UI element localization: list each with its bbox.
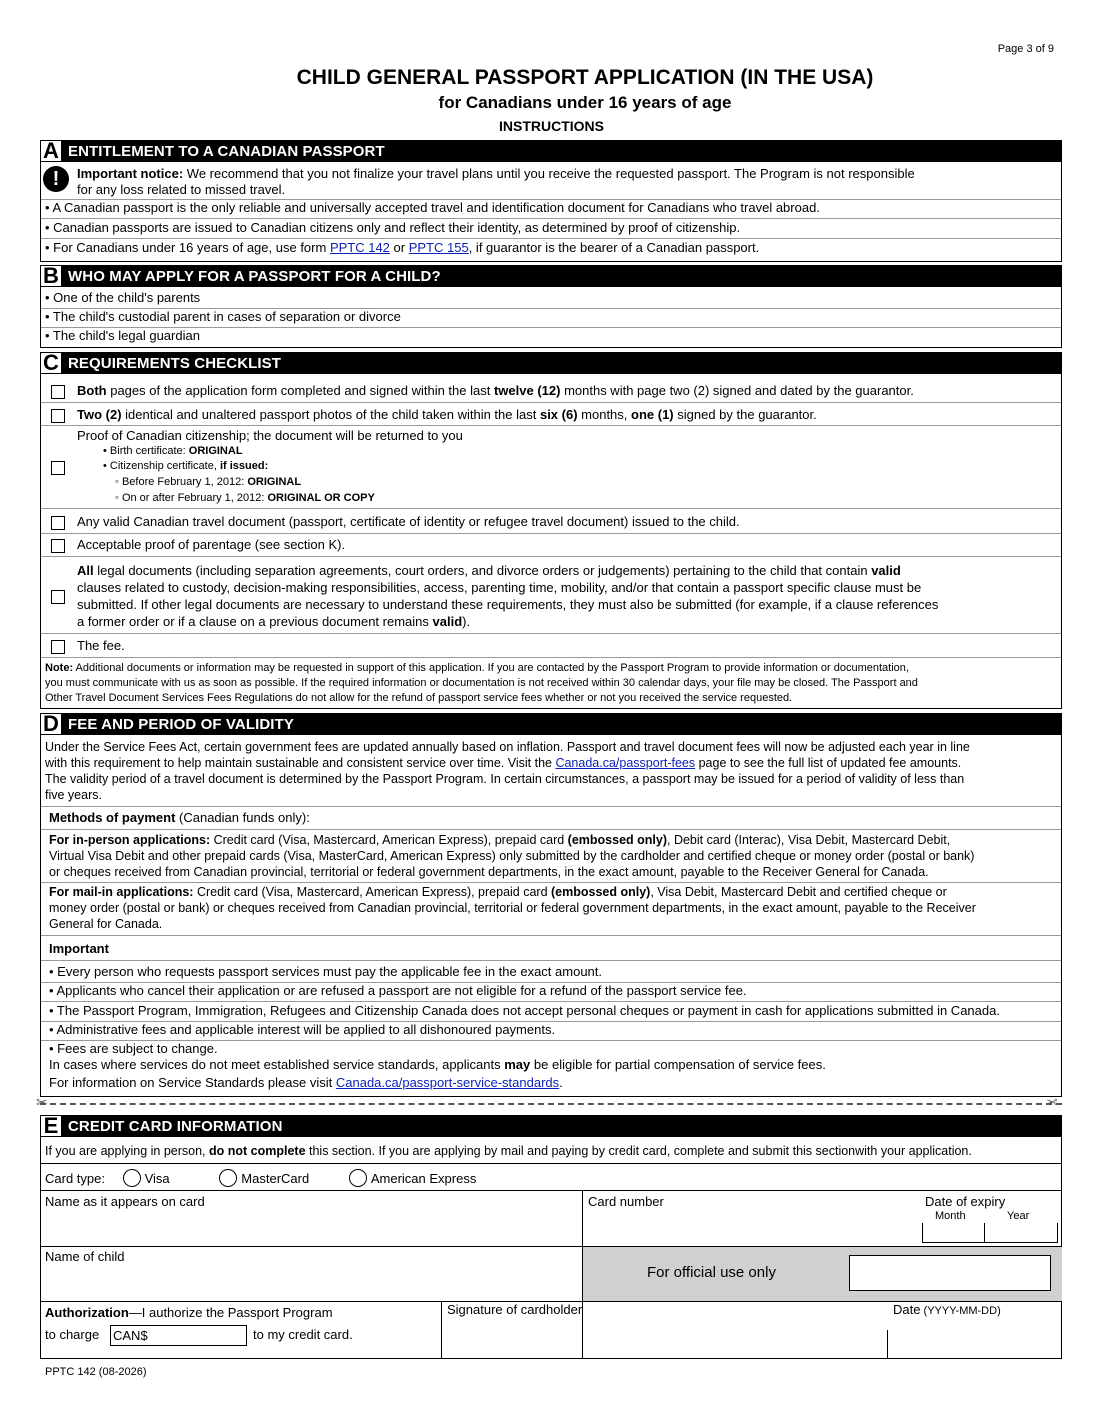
check-item-3-sub4: ◦ On or after February 1, 2012: ORIGINAL OR COPY: [115, 492, 375, 504]
section-e-body: [40, 1137, 1062, 1359]
in-person-line2: Virtual Visa Debit and other prepaid cards (Visa, MasterCard, American Express) only submitted by the cardholder and certified cheque or money order (postal or bank): [49, 849, 975, 863]
note-line3: Other Travel Document Services Fees Regulations do not allow for the refund of passport service fees whether or not you received the service requested.: [45, 692, 793, 704]
check-item-3-sub3: ◦ Before February 1, 2012: ORIGINAL: [115, 476, 302, 488]
passport-fees-link[interactable]: Canada.ca/passport-fees: [555, 756, 696, 770]
date-field[interactable]: [887, 1330, 1062, 1358]
charge-prefix: to charge: [45, 1327, 100, 1342]
check-item-6-line2: clauses related to custody, decision-making responsibilities, access, parenting time, mobility, and/or that contain a passport specific clause must be: [77, 580, 922, 595]
important-heading: Important: [49, 941, 109, 956]
name-on-card-field[interactable]: [41, 1191, 582, 1246]
mail-in-line3: General for Canada.: [49, 917, 163, 931]
cut-line: [40, 1103, 1062, 1105]
bullet-a2: • Canadian passports are issued to Canadian citizens only and reflect their identity, as determined by proof of citizenship.: [45, 220, 741, 235]
section-title: ENTITLEMENT TO A CANADIAN PASSPORT: [68, 142, 385, 160]
scissors-left-icon: ✂: [36, 1094, 48, 1110]
pptc-142-link[interactable]: PPTC 142: [329, 240, 390, 255]
page-number: Page 3 of 9: [997, 43, 1054, 55]
service-standards-info: For information on Service Standards please visit Canada.ca/passport-service-standards.: [49, 1075, 563, 1090]
date-label: Date (YYYY-MM-DD): [893, 1302, 1001, 1317]
section-letter: A: [40, 140, 62, 162]
amex-label: American Express: [370, 1171, 477, 1186]
authorization-text: Authorization—I authorize the Passport Program: [45, 1305, 333, 1320]
bullet-a3: • For Canadians under 16 years of age, use form PPTC 142 or PPTC 155, if guarantor is the bearer of a Canadian passport.: [45, 240, 760, 255]
section-title: REQUIREMENTS CHECKLIST: [68, 354, 282, 372]
methods-of-payment: Methods of payment (Canadian funds only):: [49, 810, 310, 825]
important-bullet3: • The Passport Program, Immigration, Refugees and Citizenship Canada does not accept personal cheques or payment in cash for applications submitted in Canada.: [49, 1003, 1000, 1018]
section-d-header: [40, 713, 1062, 735]
card-type-label: Card type:: [45, 1171, 105, 1186]
important-bullet4: • Administrative fees and applicable interest will be applied to all dishonoured payments.: [49, 1022, 556, 1037]
check-item-1: Both pages of the application form completed and signed within the last twelve (12) months with page two (2) signed and dated by the guarantor.: [77, 383, 914, 398]
fee-para-line4: five years.: [45, 788, 102, 802]
section-title: FEE AND PERIOD OF VALIDITY: [68, 715, 294, 733]
check-item-6-line4: a former order or if a clause on a previous document remains valid).: [77, 614, 471, 629]
charge-amount-field[interactable]: CAN$: [110, 1325, 247, 1346]
expiry-month-label: Month: [935, 1210, 966, 1222]
section-a-header: [40, 140, 1062, 162]
scissors-right-icon: ✂: [1046, 1094, 1058, 1110]
section-letter: E: [40, 1115, 62, 1137]
official-use-area: [582, 1247, 1062, 1301]
section-letter: C: [40, 352, 62, 374]
radio-visa[interactable]: [123, 1169, 141, 1187]
check-item-4: Any valid Canadian travel document (passport, certificate of identity or refugee travel document) issued to the child.: [77, 514, 740, 529]
expiry-month-field[interactable]: [922, 1223, 984, 1243]
section-title: WHO MAY APPLY FOR A PASSPORT FOR A CHILD?: [68, 267, 441, 285]
in-person-line1: For in-person applications: Credit card (Visa, Mastercard, American Express), prepaid card (embossed only), Debit card (Interac), Visa Debit, Mastercard Debit,: [49, 833, 951, 847]
name-of-child-label: Name of child: [45, 1249, 125, 1264]
form-number: PPTC 142 (08-2026): [45, 1366, 147, 1378]
checkbox-photos[interactable]: [51, 409, 65, 423]
charge-suffix: to my credit card.: [253, 1327, 353, 1342]
section-e-header: [40, 1115, 1062, 1137]
signature-label: Signature of cardholder: [447, 1302, 583, 1317]
exclamation-icon: !: [43, 166, 69, 192]
checkbox-both-pages[interactable]: [51, 385, 65, 399]
instructions-heading: INSTRUCTIONS: [499, 118, 604, 134]
official-use-field: [849, 1255, 1051, 1291]
checkbox-fee[interactable]: [51, 640, 65, 654]
official-use-label: For official use only: [647, 1264, 776, 1281]
credit-card-intro: If you are applying in person, do not complete this section. If you are applying by mail and paying by credit card, complete and submit this sectionwith your application.: [45, 1144, 972, 1158]
bullet-b1: • One of the child's parents: [45, 290, 201, 305]
checkbox-legal-documents[interactable]: [51, 590, 65, 604]
section-letter: D: [40, 713, 62, 735]
check-item-3-sub2: • Citizenship certificate, if issued:: [103, 460, 269, 472]
note-line1: Note: Additional documents or information may be requested in support of this application. If you are contacted by the Passport Program to provide information or documentation,: [45, 662, 909, 674]
bullet-a1: • A Canadian passport is the only reliable and universally accepted travel and identification document for Canadians who travel abroad.: [45, 200, 820, 215]
important-bullet1: • Every person who requests passport services must pay the applicable fee in the exact amount.: [49, 964, 603, 979]
in-person-line3: or cheques received from Canadian provincial, territorial or federal government departments, in the exact amount, payable to the Receiver General for Canada.: [49, 865, 929, 879]
section-title: CREDIT CARD INFORMATION: [68, 1117, 283, 1135]
page-subtitle: for Canadians under 16 years of age: [438, 93, 732, 112]
section-d-body: [40, 735, 1062, 1097]
bullet-b2: • The child's custodial parent in cases of separation or divorce: [45, 309, 401, 324]
check-item-7: The fee.: [77, 638, 125, 653]
service-standards-link[interactable]: Canada.ca/passport-service-standards: [335, 1075, 560, 1090]
card-number-field[interactable]: [583, 1209, 913, 1245]
expiry-year-label: Year: [1007, 1210, 1030, 1222]
section-a-body: [40, 162, 1062, 262]
check-item-6-line3: submitted. If other legal documents are necessary to understand these requirements, they must also be submitted (for example, if a clause references: [77, 597, 939, 612]
bullet-b3: • The child's legal guardian: [45, 328, 200, 343]
check-item-5: Acceptable proof of parentage (see section K).: [77, 537, 346, 552]
page-title: CHILD GENERAL PASSPORT APPLICATION (IN THE USA): [296, 66, 874, 89]
name-of-child-field[interactable]: [41, 1247, 582, 1301]
checkbox-citizenship[interactable]: [51, 461, 65, 475]
important-bullet5: • Fees are subject to change.: [49, 1041, 218, 1056]
mail-in-line2: money order (postal or bank) or cheques received from Canadian provincial, territorial or federal government departments, in the exact amount, payable to the Receiver: [49, 901, 976, 915]
fee-para-line1: Under the Service Fees Act, certain government fees are updated annually based on inflation. Passport and travel document fees will now be adjusted each year in line: [45, 740, 970, 754]
important-bullet2: • Applicants who cancel their application or are refused a passport are not eligible for a refund of the passport service fee.: [49, 983, 747, 998]
fee-para-line2: with this requirement to help maintain sustainable and consistent service over time. Visit the Canada.ca/passport-fees page to see the full list of updated fee amounts.: [45, 756, 962, 770]
radio-amex[interactable]: [349, 1169, 367, 1187]
visa-label: Visa: [144, 1171, 170, 1186]
signature-field[interactable]: [442, 1319, 886, 1358]
check-item-3-sub1: • Birth certificate: ORIGINAL: [103, 445, 243, 457]
check-item-3: Proof of Canadian citizenship; the document will be returned to you: [77, 428, 463, 443]
note-line2: you must communicate with us as soon as possible. If the required information or documentation is not received within 30 calendar days, your file may be closed. The Passport and: [45, 677, 918, 689]
section-b-body: [40, 287, 1062, 348]
important-notice-cont: for any loss related to missed travel.: [77, 182, 286, 197]
section-letter: B: [40, 265, 62, 287]
section-c-body: [40, 374, 1062, 709]
check-item-2: Two (2) identical and unaltered passport photos of the child taken within the last six (6) months, one (1) signed by the guarantor.: [77, 407, 817, 422]
radio-mastercard[interactable]: [219, 1169, 237, 1187]
fee-para-line3: The validity period of a travel document is determined by the Passport Program. In certain circumstances, a passport may be issued for a period of validity of less than: [45, 772, 965, 786]
expiry-label: Date of expiry: [925, 1194, 1006, 1209]
mastercard-label: MasterCard: [241, 1171, 310, 1186]
check-item-6-line1: All legal documents (including separation agreements, court orders, and divorce orders or judgements) pertaining to the child that contain valid: [77, 563, 901, 578]
card-number-label: Card number: [588, 1194, 664, 1209]
name-on-card-label: Name as it appears on card: [45, 1194, 205, 1209]
checkbox-travel-document[interactable]: [51, 516, 65, 530]
service-standards-text: In cases where services do not meet established service standards, applicants may be eligible for partial compensation of service fees.: [49, 1057, 826, 1072]
important-notice: Important notice: We recommend that you not finalize your travel plans until you receive the requested passport. The Program is not responsible: [77, 166, 915, 181]
checkbox-parentage[interactable]: [51, 539, 65, 553]
section-c-header: [40, 352, 1062, 374]
expiry-year-field[interactable]: [984, 1223, 1058, 1243]
section-b-header: [40, 265, 1062, 287]
card-type-row: [45, 1169, 476, 1187]
pptc-155-link[interactable]: PPTC 155: [408, 240, 469, 255]
mail-in-line1: For mail-in applications: Credit card (Visa, Mastercard, American Express), prepaid card (embossed only), Visa Debit, Mastercard Debit and certified cheque or: [49, 885, 947, 899]
